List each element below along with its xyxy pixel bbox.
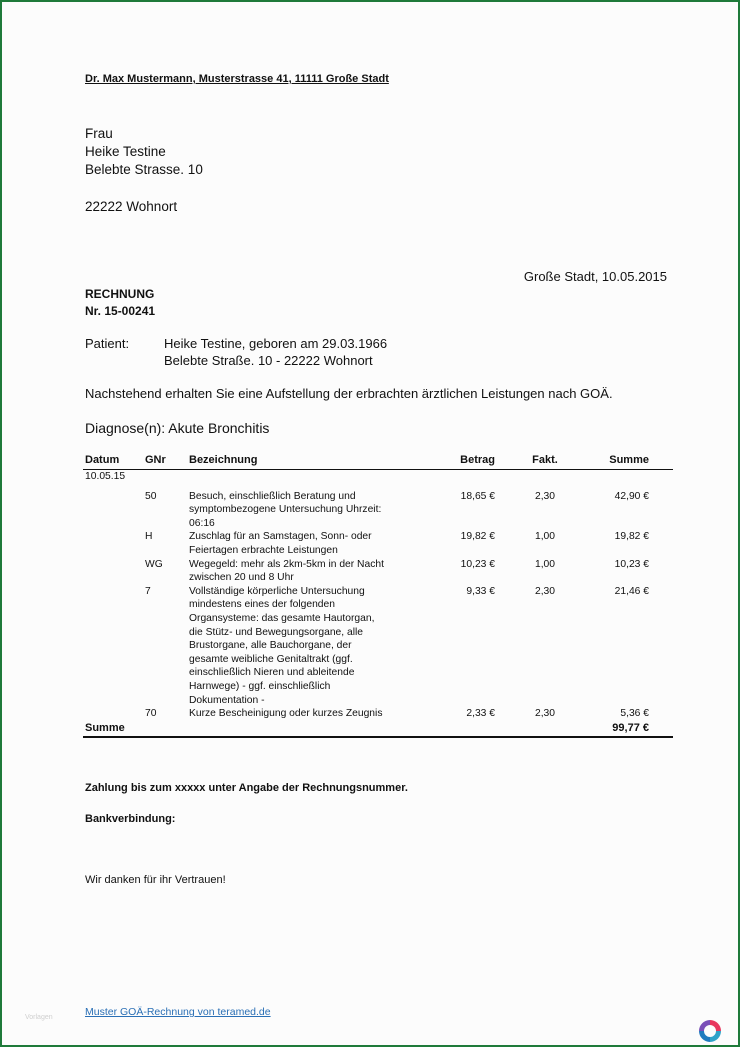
diagnosis: Diagnose(n): Akute Bronchitis	[85, 420, 270, 436]
recipient-name: Heike Testine	[85, 144, 166, 159]
table-row	[83, 530, 673, 557]
row-gnr: 7	[145, 585, 151, 597]
row-description: Besuch, einschließlich Beratung und symptombezogene Untersuchung Uhrzeit: 06:16	[189, 490, 382, 529]
recipient-city: 22222 Wohnort	[85, 199, 178, 214]
row-factor: 2,30	[534, 490, 556, 502]
row-amount: 2,33 €	[466, 708, 495, 720]
row-amount: 10,23 €	[460, 558, 495, 570]
row-factor: 1,00	[534, 558, 556, 570]
recipient-street: Belebte Strasse. 10	[85, 162, 203, 177]
row-factor: 2,30	[534, 708, 556, 720]
row-description: Kurze Bescheinigung oder kurzes Zeugnis	[189, 708, 383, 720]
row-total: 19,82 €	[614, 531, 649, 543]
row-gnr: 70	[145, 708, 157, 720]
teramed-logo-icon	[697, 1018, 723, 1044]
row-factor: 2,30	[534, 585, 556, 597]
header-amount: Betrag	[387, 451, 519, 470]
watermark: Vorlagen	[25, 1014, 53, 1021]
row-description: Wegegeld: mehr als 2km-5km in der Nacht zwischen 20 und 8 Uhr	[189, 558, 384, 584]
row-factor: 1,00	[534, 531, 556, 543]
invoice-number: Nr. 15-00241	[85, 304, 156, 318]
patient-line-2: Belebte Straße. 10 - 22222 Wohnort	[164, 353, 373, 368]
table-row	[83, 585, 673, 707]
header-date: Datum	[83, 451, 143, 470]
recipient-salutation: Frau	[85, 126, 113, 141]
invoice-title: RECHNUNG	[85, 287, 155, 301]
table-row	[83, 558, 673, 585]
row-gnr: H	[145, 531, 153, 543]
row-description: Zuschlag für an Samstagen, Sonn- oder Feiertagen erbrachte Leistungen	[189, 531, 372, 556]
header-total: Summe	[569, 451, 673, 470]
row-gnr: 50	[145, 490, 157, 502]
row-amount: 19,82 €	[460, 531, 495, 543]
table-header-row	[83, 451, 673, 470]
footer-link[interactable]: Muster GOÄ-Rechnung von teramed.de	[85, 1006, 271, 1018]
row-amount: 9,33 €	[466, 585, 495, 597]
header-factor: Fakt.	[519, 451, 569, 470]
row-amount: 18,65 €	[460, 490, 495, 502]
row-date: 10.05.15	[85, 471, 126, 482]
row-description: Vollständige körperliche Untersuchung mindestens eines der folgenden Organsysteme: das gesamte Hautorgan, die Stütz- und Bewegungsorgane, alle Brustorgane, alle Bauchorgane, der gesamte weibliche Genitaltrakt (ggf. einschließlich Nieren und ableitende Harnwege) - ggf. einschließlich Dokumentation -	[189, 585, 375, 706]
row-total: 10,23 €	[614, 558, 649, 570]
header-description: Bezeichnung	[187, 451, 387, 470]
patient-line-1: Heike Testine, geboren am 29.03.1966	[164, 336, 388, 351]
bank-label: Bankverbindung:	[85, 813, 176, 825]
row-gnr: WG	[145, 558, 163, 570]
invoice-table	[83, 451, 673, 738]
row-total: 42,90 €	[614, 490, 649, 502]
header-gnr: GNr	[143, 451, 187, 470]
row-total: 21,46 €	[614, 585, 649, 597]
thanks-text: Wir danken für ihr Vertrauen!	[85, 874, 226, 886]
sum-row	[83, 721, 673, 738]
patient-label: Patient:	[85, 336, 130, 351]
place-date: Große Stadt, 10.05.2015	[523, 269, 667, 284]
table-row	[83, 470, 673, 484]
intro-text: Nachstehend erhalten Sie eine Aufstellung der erbrachten ärztlichen Leistungen nach GOÄ.	[85, 386, 613, 401]
sum-label: Summe	[83, 721, 187, 738]
table-row	[83, 490, 673, 531]
payment-note: Zahlung bis zum xxxxx unter Angabe der Rechnungsnummer.	[85, 782, 408, 794]
row-total: 5,36 €	[620, 708, 649, 720]
sender-line: Dr. Max Mustermann, Musterstrasse 41, 11111 Große Stadt	[85, 73, 389, 85]
table-row	[83, 707, 673, 721]
sum-value: 99,77 €	[569, 721, 673, 738]
